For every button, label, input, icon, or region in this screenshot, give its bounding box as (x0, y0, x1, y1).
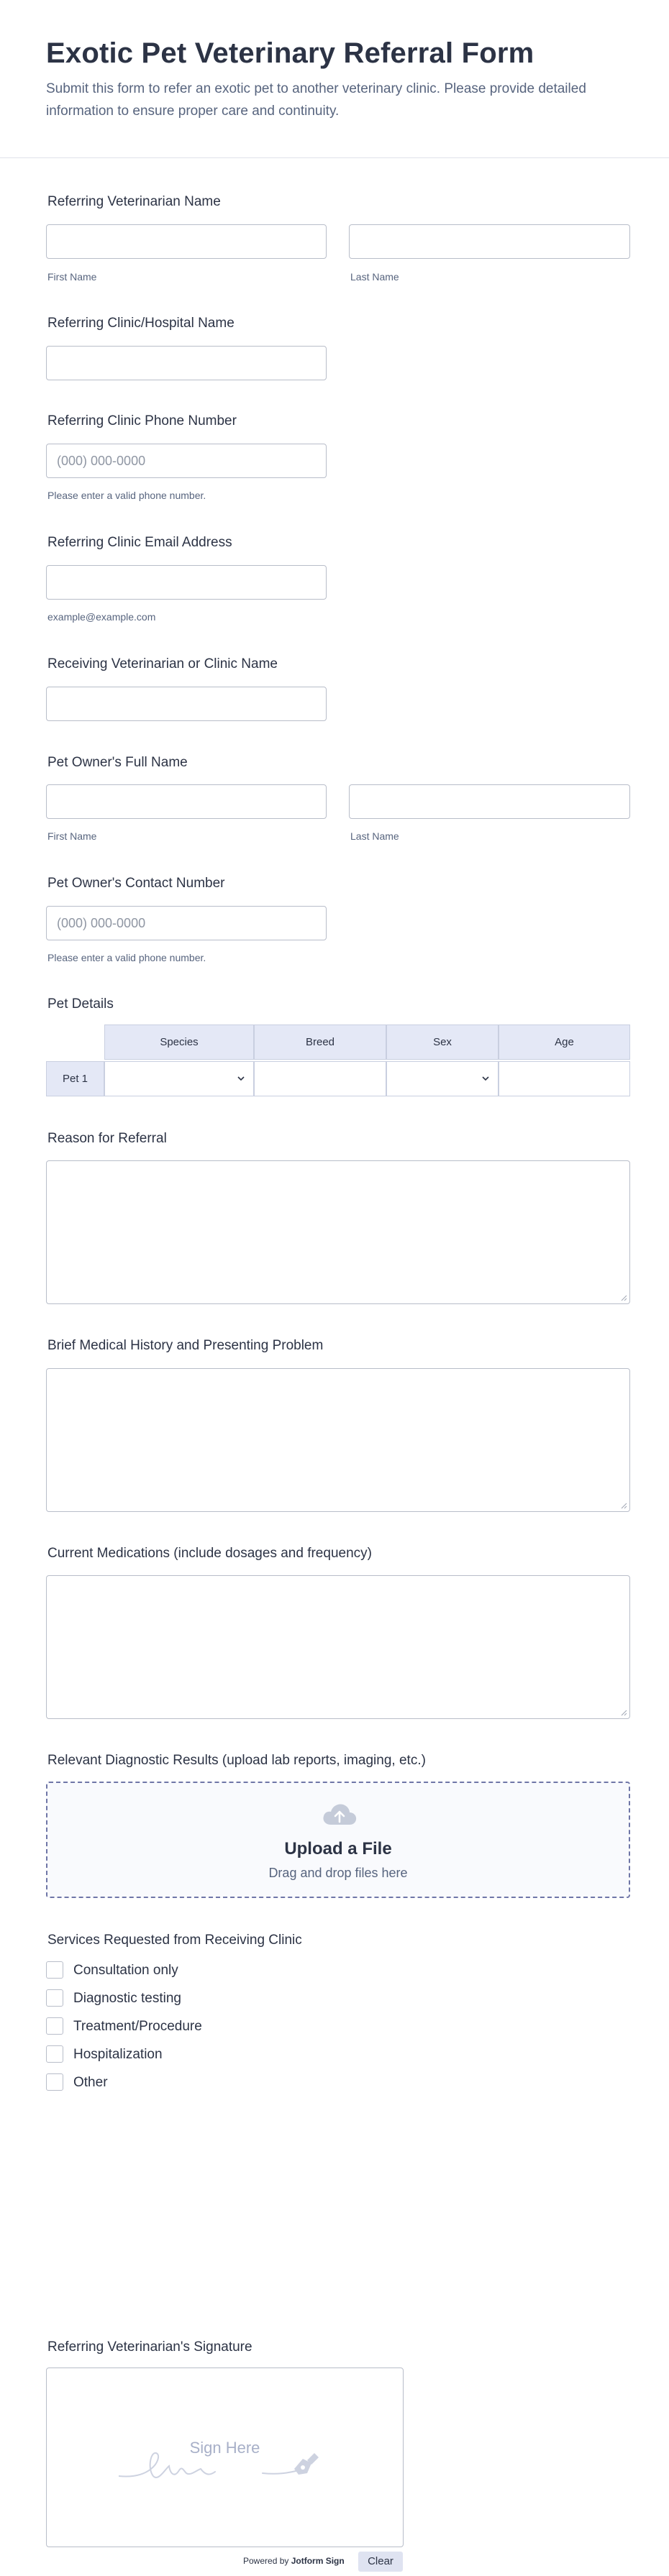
form-title: Exotic Pet Veterinary Referral Form (46, 37, 534, 69)
owner-name-label: Pet Owner's Full Name (47, 755, 188, 770)
resize-grip-icon[interactable] (620, 1502, 627, 1509)
services-label: Services Requested from Receiving Clinic (47, 1933, 302, 1948)
owner-phone-label: Pet Owner's Contact Number (47, 876, 225, 891)
receiving-name-label: Receiving Veterinarian or Clinic Name (47, 656, 278, 671)
checkbox[interactable] (46, 1961, 63, 1979)
chevron-down-icon (482, 1075, 489, 1082)
form-header (0, 0, 669, 158)
pet-age-input[interactable] (499, 1061, 630, 1096)
signature-placeholder: Sign Here (189, 2439, 260, 2457)
ref-vet-first-name-sublabel: First Name (47, 271, 97, 283)
checkbox[interactable] (46, 2073, 63, 2091)
signature-label: Referring Veterinarian's Signature (47, 2339, 252, 2355)
upload-subtitle: Drag and drop files here (268, 1866, 408, 1880)
signature-pad[interactable] (46, 2368, 404, 2547)
ref-clinic-phone-label: Referring Clinic Phone Number (47, 413, 237, 428)
pet-details-col-sex: Sex (386, 1025, 499, 1060)
owner-last-name-sublabel: Last Name (350, 830, 399, 842)
file-upload-dropzone[interactable] (46, 1782, 630, 1898)
powered-by (243, 2552, 345, 2570)
owner-phone-placeholder: (000) 000-0000 (57, 916, 146, 930)
ref-clinic-phone-input[interactable] (46, 444, 327, 478)
ref-clinic-email-label: Referring Clinic Email Address (47, 535, 232, 550)
ref-clinic-name-input[interactable] (46, 346, 327, 380)
ref-clinic-phone-help: Please enter a valid phone number. (47, 490, 206, 501)
ref-clinic-phone-placeholder: (000) 000-0000 (57, 454, 146, 468)
owner-first-name-sublabel: First Name (47, 830, 97, 842)
ref-vet-name-label: Referring Veterinarian Name (47, 194, 221, 209)
pet-details-col-breed: Breed (254, 1025, 386, 1060)
reason-textarea[interactable] (46, 1160, 630, 1304)
pet-species-select[interactable] (104, 1061, 254, 1096)
checkbox[interactable] (46, 2017, 63, 2035)
upload-title: Upload a File (284, 1839, 392, 1858)
pet-details-label: Pet Details (47, 996, 114, 1012)
service-option-label: Consultation only (73, 1963, 178, 1978)
checkbox[interactable] (46, 2045, 63, 2063)
owner-last-name-input[interactable] (349, 784, 630, 819)
owner-first-name-input[interactable] (46, 784, 327, 819)
checkbox[interactable] (46, 1989, 63, 2007)
pet-breed-input[interactable] (254, 1061, 386, 1096)
ref-clinic-email-help: example@example.com (47, 611, 156, 623)
history-textarea[interactable] (46, 1368, 630, 1512)
history-label: Brief Medical History and Presenting Problem (47, 1338, 324, 1353)
ref-clinic-email-input[interactable] (46, 565, 327, 600)
service-option-label: Treatment/Procedure (73, 2019, 202, 2034)
owner-phone-input[interactable] (46, 906, 327, 940)
pet-details-row-pet-1: Pet 1 (46, 1061, 104, 1096)
service-option-label: Other (73, 2075, 108, 2090)
cloud-upload-icon (321, 1802, 358, 1828)
owner-phone-help: Please enter a valid phone number. (47, 952, 206, 963)
pet-details-col-species: Species (104, 1025, 254, 1060)
resize-grip-icon[interactable] (620, 1294, 627, 1301)
ref-vet-first-name-input[interactable] (46, 224, 327, 259)
medications-label: Current Medications (include dosages and frequency) (47, 1546, 372, 1561)
ref-clinic-name-label: Referring Clinic/Hospital Name (47, 316, 235, 331)
pet-sex-select[interactable] (386, 1061, 499, 1096)
service-option-label: Hospitalization (73, 2047, 163, 2062)
pet-details-col-age: Age (499, 1025, 630, 1060)
medications-textarea[interactable] (46, 1575, 630, 1719)
powered-brand: Jotform Sign (291, 2556, 345, 2566)
reason-label: Reason for Referral (47, 1131, 167, 1146)
ref-vet-last-name-sublabel: Last Name (350, 271, 399, 283)
service-option-label: Diagnostic testing (73, 1991, 181, 2006)
receiving-name-input[interactable] (46, 687, 327, 721)
form-subtitle: Submit this form to refer an exotic pet to another veterinary clinic. Please provide detailed information to ensure proper care and continuity. (46, 81, 586, 119)
powered-prefix: Powered by (243, 2556, 289, 2566)
resize-grip-icon[interactable] (620, 1709, 627, 1716)
ref-vet-last-name-input[interactable] (349, 224, 630, 259)
clear-signature-button[interactable]: Clear (358, 2552, 403, 2572)
chevron-down-icon (237, 1075, 245, 1082)
upload-label: Relevant Diagnostic Results (upload lab reports, imaging, etc.) (47, 1753, 426, 1768)
